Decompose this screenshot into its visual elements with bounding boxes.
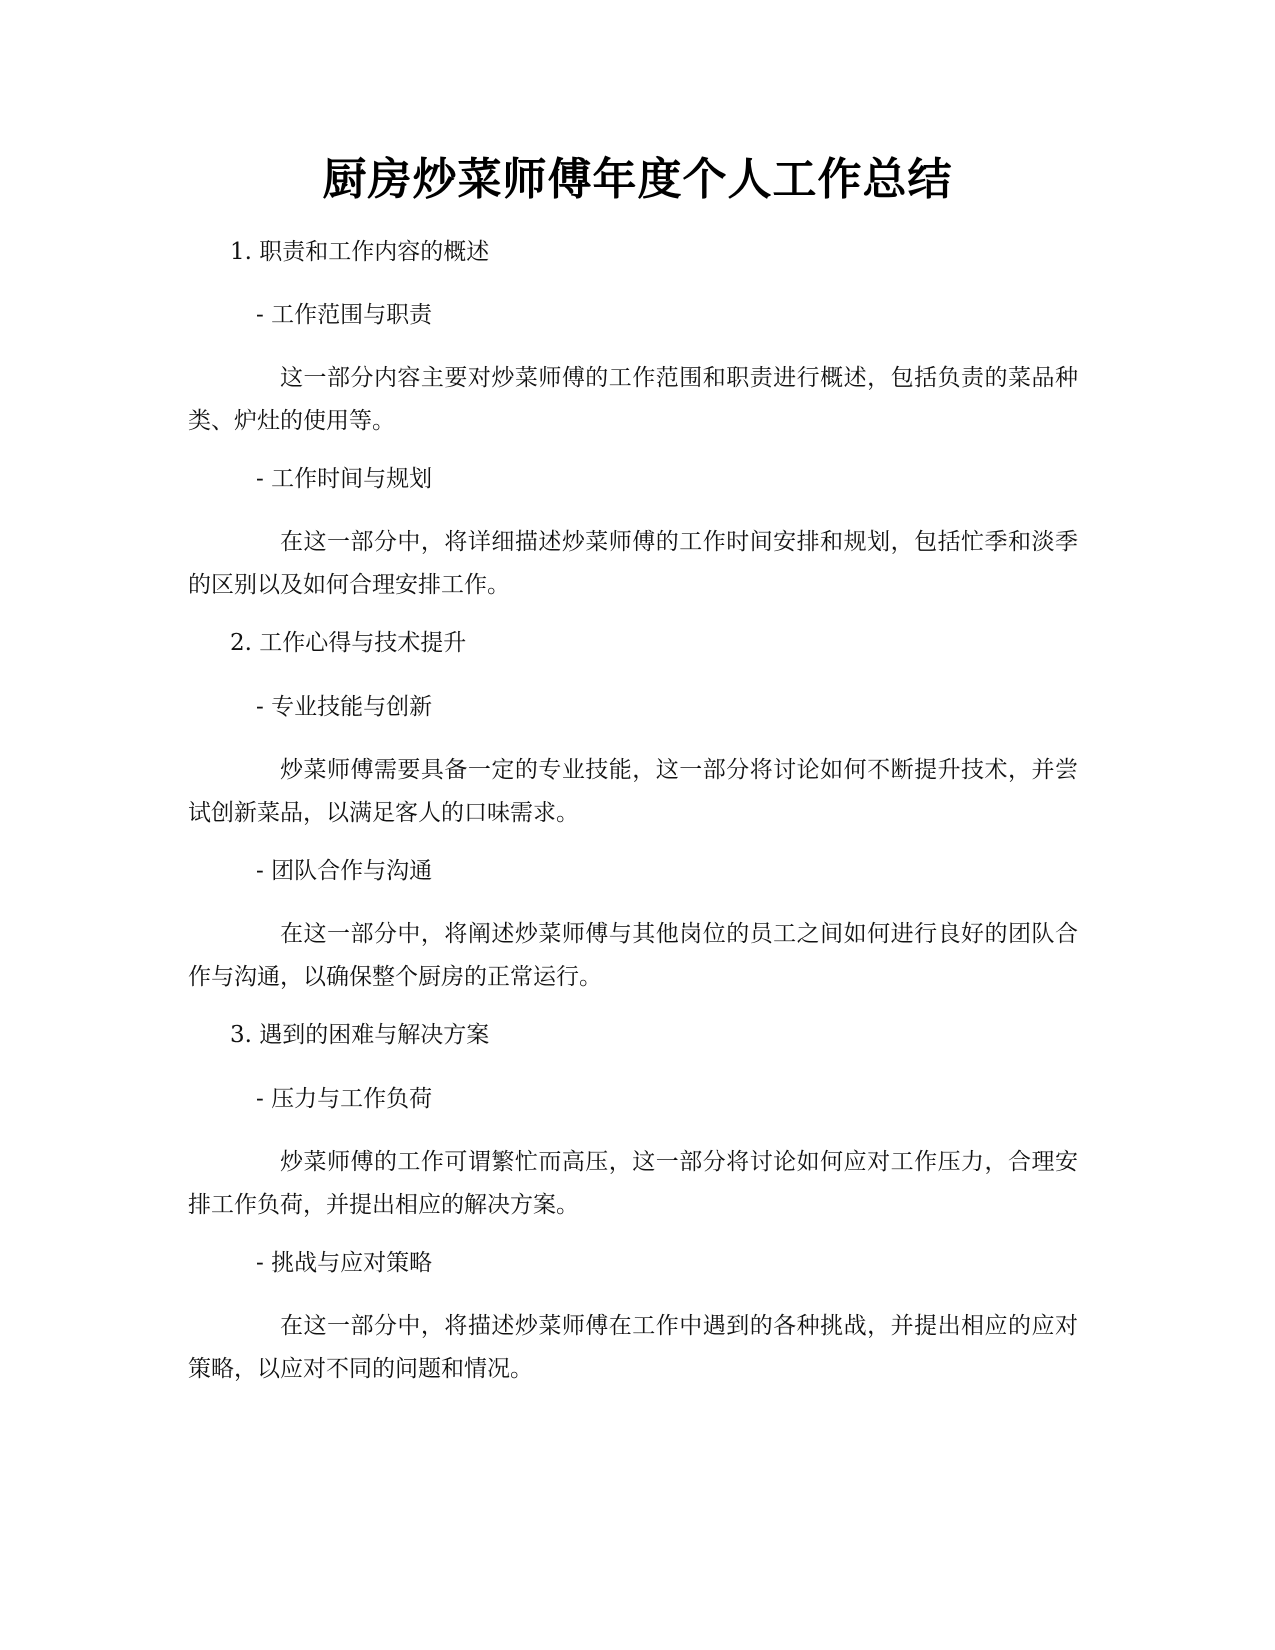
- subsection-heading-3-2: - 挑战与应对策略: [256, 1250, 433, 1276]
- subsection-heading-1-2: - 工作时间与规划: [256, 466, 433, 492]
- paragraph-3-1: 炒菜师傅的工作可谓繁忙而高压，这一部分将讨论如何应对工作压力，合理安排工作负荷，并提出相应的解决方案。: [188, 1149, 1078, 1218]
- paragraph-2-1: 炒菜师傅需要具备一定的专业技能，这一部分将讨论如何不断提升技术，并尝试创新菜品，以满足客人的口味需求。: [188, 757, 1078, 826]
- subsection-heading-2-2: - 团队合作与沟通: [256, 858, 433, 884]
- section-heading-2: 2. 工作心得与技术提升: [230, 630, 467, 656]
- document-title: 厨房炒菜师傅年度个人工作总结: [322, 154, 953, 205]
- paragraph-2-2: 在这一部分中，将阐述炒菜师傅与其他岗位的员工之间如何进行良好的团队合作与沟通，以确保整个厨房的正常运行。: [188, 921, 1078, 990]
- subsection-heading-2-1: - 专业技能与创新: [256, 694, 433, 720]
- paragraph-1-1: 这一部分内容主要对炒菜师傅的工作范围和职责进行概述，包括负责的菜品种类、炉灶的使用等。: [188, 365, 1078, 434]
- section-heading-1: 1. 职责和工作内容的概述: [230, 239, 490, 265]
- paragraph-1-2: 在这一部分中，将详细描述炒菜师傅的工作时间安排和规划，包括忙季和淡季的区别以及如何合理安排工作。: [188, 529, 1078, 598]
- paragraph-3-2: 在这一部分中，将描述炒菜师傅在工作中遇到的各种挑战，并提出相应的应对策略，以应对不同的问题和情况。: [188, 1313, 1078, 1382]
- subsection-heading-1-1: - 工作范围与职责: [256, 302, 433, 328]
- subsection-heading-3-1: - 压力与工作负荷: [256, 1086, 433, 1112]
- section-heading-3: 3. 遇到的困难与解决方案: [230, 1022, 490, 1048]
